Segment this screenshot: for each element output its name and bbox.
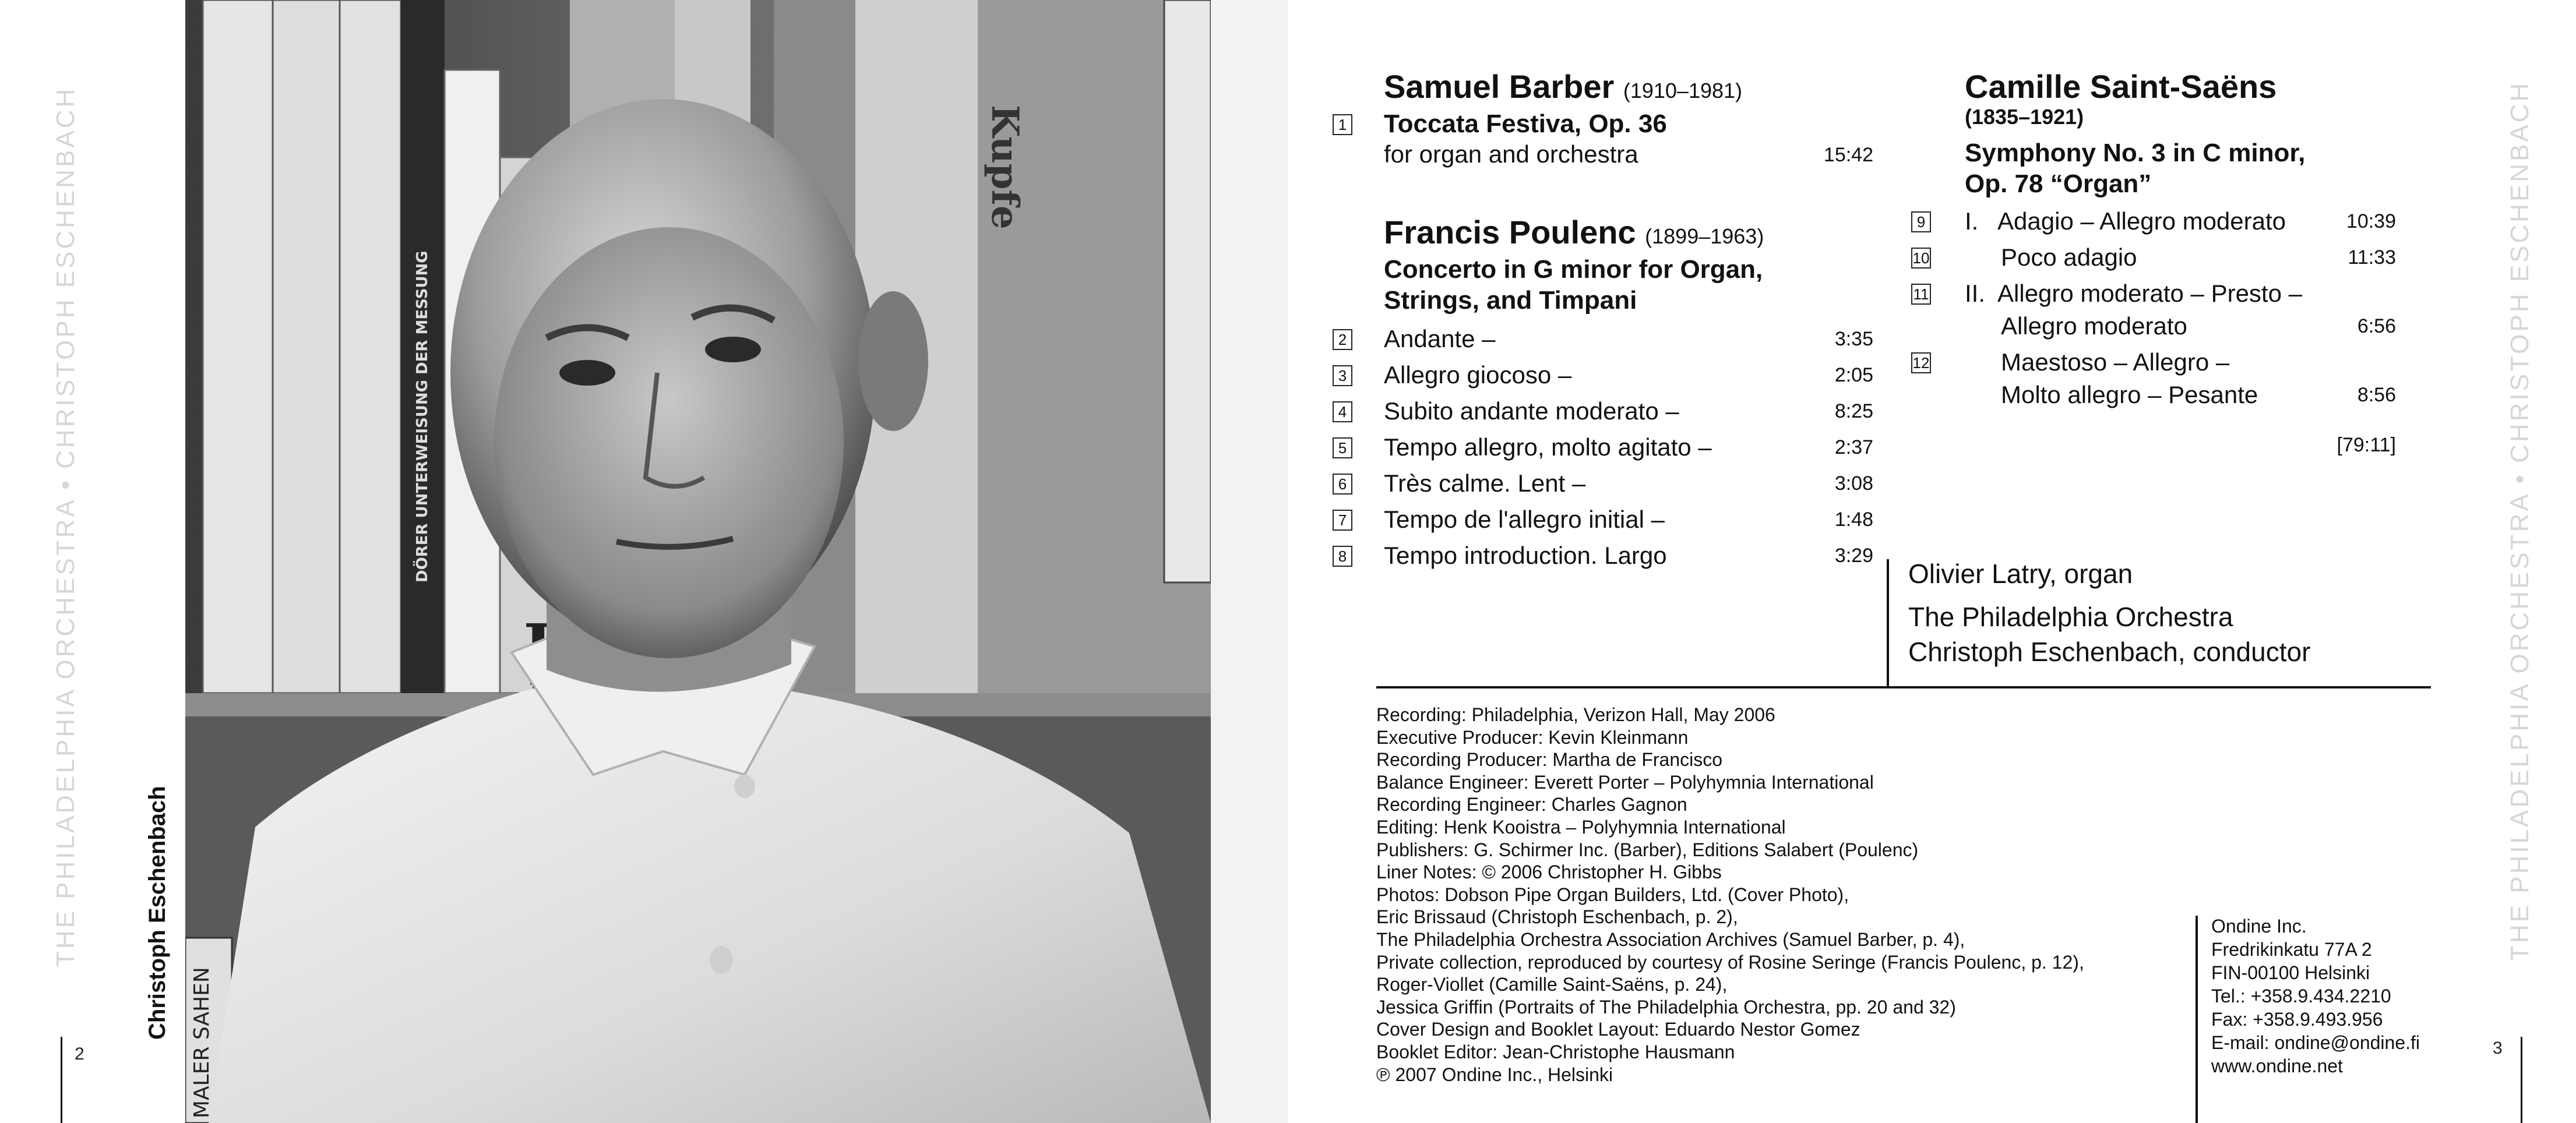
track-number: 4 bbox=[1333, 401, 1352, 422]
book-spine bbox=[1164, 0, 1211, 582]
shirt-button bbox=[734, 775, 755, 798]
track-row bbox=[1338, 108, 1873, 170]
running-header: THE PHILADELPHIA ORCHESTRA • CHRISTOPH ESCHENBACH bbox=[51, 86, 80, 967]
book-spine bbox=[203, 0, 273, 693]
track-time: 10:39 bbox=[2346, 210, 2396, 232]
track-row bbox=[1913, 276, 2396, 344]
work-title: Toccata Festiva, Op. 36 bbox=[1384, 109, 1667, 138]
running-header: THE PHILADELPHIA ORCHESTRA • CHRISTOPH ESCHENBACH bbox=[2505, 80, 2534, 961]
publisher-address bbox=[2211, 914, 2420, 1078]
publisher-line: Tel.: +358.9.434.2210 bbox=[2211, 986, 2391, 1007]
credit-line: Balance Engineer: Everett Porter – Polyhymnia International bbox=[1376, 771, 1874, 793]
track-time: 11:33 bbox=[2348, 246, 2396, 269]
credits bbox=[1376, 704, 2163, 1086]
work-title: Symphony No. 3 in C minor, bbox=[1965, 138, 2306, 167]
track-title: Tempo introduction. Largo bbox=[1384, 541, 1667, 569]
track-row bbox=[1338, 429, 1873, 465]
book-spine bbox=[273, 0, 340, 693]
credit-line: Booklet Editor: Jean-Christophe Hausmann bbox=[1376, 1041, 1735, 1062]
credit-line: Recording Producer: Martha de Francisco bbox=[1376, 749, 1723, 771]
orchestra: The Philadelphia Orchestra bbox=[1908, 602, 2233, 632]
track-number: 1 bbox=[1333, 114, 1352, 135]
credit-line: Photos: Dobson Pipe Organ Builders, Ltd. (Cover Photo), bbox=[1376, 884, 1849, 905]
track-number: 11 bbox=[1911, 284, 1931, 305]
track-number: 5 bbox=[1333, 437, 1352, 458]
publisher-line: Fax: +358.9.493.956 bbox=[2211, 1009, 2383, 1030]
track-row bbox=[1916, 203, 2396, 239]
credit-line: Roger-Viollet (Camille Saint-Saëns, p. 24), bbox=[1376, 974, 1728, 995]
track-time: 3:29 bbox=[1834, 544, 1873, 567]
publisher-website[interactable]: www.ondine.net bbox=[2211, 1055, 2343, 1076]
credit-line: Eric Brissaud (Christoph Eschenbach, p. 2), bbox=[1376, 906, 1738, 928]
page-number: 2 bbox=[75, 1044, 84, 1064]
composer-name: Camille Saint-Saëns bbox=[1965, 68, 2277, 105]
eye bbox=[559, 360, 615, 386]
eye bbox=[705, 337, 761, 362]
track-number: 8 bbox=[1333, 546, 1352, 567]
track-number: 7 bbox=[1333, 510, 1352, 531]
credit-line: Executive Producer: Kevin Kleinmann bbox=[1376, 726, 1689, 748]
composer-dates: (1910–1981) bbox=[1623, 79, 1743, 103]
conductor: Christoph Eschenbach, conductor bbox=[1908, 637, 2311, 667]
page-number-rule bbox=[61, 1037, 62, 1123]
publisher-rule bbox=[2196, 916, 2198, 1123]
track-title: Tempo de l'allegro initial – bbox=[1384, 505, 1665, 533]
track-time: 6:56 bbox=[2357, 315, 2396, 337]
track-title: Très calme. Lent – bbox=[1384, 469, 1586, 497]
credit-line: Recording Engineer: Charles Gagnon bbox=[1376, 794, 1687, 815]
track-row bbox=[1338, 357, 1873, 393]
track-time: 2:37 bbox=[1834, 436, 1873, 458]
track-time: 1:48 bbox=[1834, 508, 1873, 531]
track-title: Molto allegro – Pesante bbox=[2001, 380, 2258, 408]
track-row bbox=[1338, 502, 1873, 538]
ear bbox=[858, 291, 928, 431]
publisher-line: FIN-00100 Helsinki bbox=[2211, 962, 2370, 983]
credit-line: Jessica Griffin (Portraits of The Philadelphia Orchestra, pp. 20 and 32) bbox=[1376, 996, 1956, 1018]
track-title: Tempo allegro, molto agitato – bbox=[1384, 433, 1712, 461]
composer-dates: (1899–1963) bbox=[1645, 224, 1764, 248]
track-title: I. Adagio – Allegro moderato bbox=[1965, 207, 2286, 235]
track-title: Allegro giocoso – bbox=[1384, 361, 1572, 389]
track-title: Poco adagio bbox=[2001, 243, 2137, 271]
total-time: [79:11] bbox=[2337, 433, 2396, 456]
work-title: Strings, and Timpani bbox=[1384, 286, 1637, 315]
composer-name bbox=[1384, 214, 1873, 250]
track-row bbox=[1338, 393, 1873, 429]
track-row bbox=[1912, 239, 2396, 276]
track-time: 3:35 bbox=[1834, 327, 1873, 350]
book-spine-text: MALER SAHEN bbox=[190, 967, 214, 1118]
saint-saens-content bbox=[1912, 68, 2454, 463]
page-number-rule bbox=[2521, 1037, 2522, 1123]
composer-name bbox=[1384, 69, 1873, 105]
page-number: 3 bbox=[2493, 1039, 2503, 1058]
credit-line: ℗ 2007 Ondine Inc., Helsinki bbox=[1376, 1064, 1613, 1085]
page-gutter bbox=[1211, 0, 1288, 1123]
track-title: Andante – bbox=[1384, 324, 1496, 352]
work-title: Op. 78 “Organ” bbox=[1965, 169, 2152, 199]
performers-rule bbox=[1887, 559, 1889, 688]
credit-line: Private collection, reproduced by courtesy of Rosine Seringe (Francis Poulenc, p. 12), bbox=[1376, 951, 2084, 973]
barber-section bbox=[1338, 68, 1873, 170]
track-time: 8:56 bbox=[2357, 383, 2396, 406]
photo-caption: Christoph Eschenbach bbox=[145, 786, 170, 1040]
track-number: 9 bbox=[1911, 211, 1931, 232]
total-time-row bbox=[1965, 427, 2396, 463]
track-number: 12 bbox=[1911, 352, 1931, 373]
track-time: 15:42 bbox=[1823, 143, 1873, 166]
track-row bbox=[1338, 321, 1873, 357]
work-subtitle: for organ and orchestra bbox=[1384, 140, 1638, 168]
track-title: Subito andante moderato – bbox=[1384, 397, 1679, 425]
track-number: 6 bbox=[1333, 474, 1352, 495]
track-time: 2:05 bbox=[1834, 363, 1873, 386]
publisher-email[interactable]: E-mail: ondine@ondine.fi bbox=[2211, 1032, 2420, 1053]
track-number: 2 bbox=[1333, 329, 1352, 350]
shirt-button bbox=[710, 946, 733, 974]
track-title: Maestoso – Allegro – bbox=[2001, 348, 2230, 376]
publisher-line: Fredrikinkatu 77A 2 bbox=[2211, 939, 2372, 960]
book-spine-text: DÖRER UNTERWEISUNG DER MESSUNG bbox=[414, 250, 431, 582]
track-row bbox=[1338, 465, 1873, 502]
credit-line: Recording: Philadelphia, Verizon Hall, May 2006 bbox=[1376, 704, 1775, 725]
track-title: Allegro moderato bbox=[2001, 312, 2187, 340]
portrait-photo bbox=[185, 0, 1211, 1123]
composer-label: Francis Poulenc bbox=[1384, 214, 1636, 250]
track-number: 10 bbox=[1911, 248, 1931, 269]
section-divider bbox=[1376, 686, 2431, 688]
face bbox=[494, 227, 844, 658]
track-row bbox=[1338, 538, 1873, 574]
composer-dates: (1835–1921) bbox=[1965, 104, 2084, 129]
performers bbox=[1908, 556, 2310, 669]
track-list bbox=[1912, 203, 2396, 463]
publisher-line: Ondine Inc. bbox=[2211, 916, 2307, 937]
work-title: Concerto in G minor for Organ, bbox=[1384, 255, 1763, 284]
credit-line: Editing: Henk Kooistra – Polyhymnia International bbox=[1376, 816, 1786, 838]
credit-line: Cover Design and Booklet Layout: Eduardo Nestor Gomez bbox=[1376, 1019, 1860, 1040]
book-spine-text: Kupfe bbox=[983, 105, 1027, 229]
poulenc-section bbox=[1338, 214, 1873, 574]
track-time: 3:08 bbox=[1834, 472, 1873, 495]
credit-line: Liner Notes: © 2006 Christopher H. Gibbs bbox=[1376, 861, 1722, 883]
credit-line: The Philadelphia Orchestra Association Archives (Samuel Barber, p. 4), bbox=[1376, 928, 1965, 950]
track-time: 8:25 bbox=[1834, 400, 1873, 422]
credit-line: Publishers: G. Schirmer Inc. (Barber), Editions Salabert (Poulenc) bbox=[1376, 839, 1919, 860]
track-number: 3 bbox=[1333, 365, 1352, 386]
book-spine bbox=[340, 0, 401, 693]
track-list bbox=[1338, 321, 1873, 574]
track-row bbox=[1912, 344, 2396, 413]
soloist: Olivier Latry, organ bbox=[1908, 559, 2133, 589]
composer-label: Samuel Barber bbox=[1384, 68, 1615, 105]
track-title: II. Allegro moderato – Presto – bbox=[1965, 279, 2302, 307]
